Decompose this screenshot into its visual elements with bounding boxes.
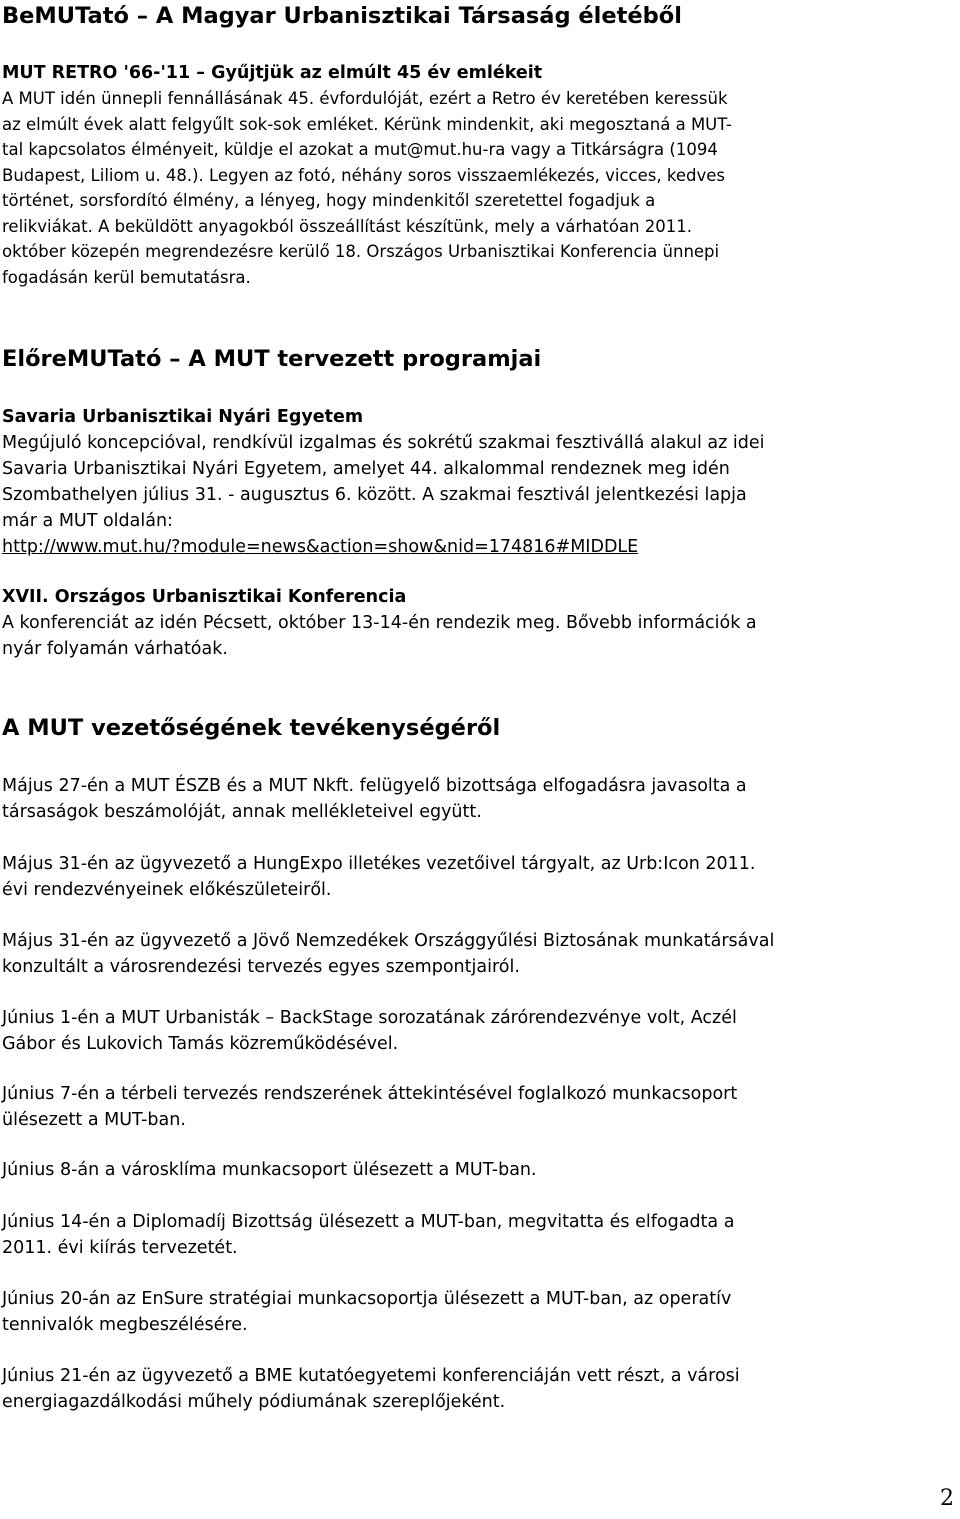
paragraph-line: relikviákat. A beküldött anyagokból összeállítást készítünk, mely a várhatóan 2011. — [2, 216, 693, 236]
item-line: ülésezett a MUT-ban. — [2, 1110, 186, 1130]
paragraph-line: Savaria Urbanisztikai Nyári Egyetem, amelyet 44. alkalommal rendeznek meg idén — [2, 459, 730, 479]
item-line: tennivalók megbeszélésére. — [2, 1315, 248, 1335]
item-line: Május 27-én a MUT ÉSZB és a MUT Nkft. felügyelő bizottsága elfogadásra javasolta a — [2, 776, 747, 796]
paragraph-line: A MUT idén ünnepli fennállásának 45. évfordulóját, ezért a Retro év keretében keressük — [2, 89, 728, 108]
paragraph-line: A konferenciát az idén Pécsett, október 13-14-én rendezik meg. Bővebb információk a — [2, 613, 757, 633]
savaria-link[interactable]: http://www.mut.hu/?module=news&action=show&nid=174816#MIDDLE — [2, 537, 639, 557]
item-line: évi rendezvényeinek előkészületeiről. — [2, 880, 332, 900]
item-line: energiagazdálkodási műhely pódiumának szereplőjeként. — [2, 1392, 506, 1412]
item-line: Május 31-én az ügyvezető a Jövő Nemzedékek Országgyűlési Biztosának munkatársával — [2, 931, 775, 951]
item-line: Június 8-án a városklíma munkacsoport ülésezett a MUT-ban. — [2, 1160, 537, 1180]
activity-item — [2, 1005, 952, 1057]
activity-item — [2, 1157, 952, 1183]
activity-item — [2, 1286, 952, 1338]
activity-item — [2, 851, 952, 903]
activity-item — [2, 1363, 952, 1415]
activity-item — [2, 1209, 952, 1261]
item-line: Június 20-án az EnSure stratégiai munkacsoportja ülésezett a MUT-ban, az operatív — [2, 1289, 732, 1309]
paragraph-line: tal kapcsolatos élményeit, küldje el azokat a mut@mut.hu-ra vagy a Titkárságra (1094 — [2, 140, 718, 159]
activity-item — [2, 1081, 952, 1133]
item-line: Június 7-én a térbeli tervezés rendszerének áttekintésével foglalkozó munkacsoport — [2, 1084, 738, 1104]
item-line: Június 21-én az ügyvezető a BME kutatóegyetemi konferenciáján vett részt, a városi — [2, 1366, 740, 1386]
paragraph-line: történet, sorsfordító élmény, a lényeg, hogy mindenkitől szeretettel fogadjuk a — [2, 191, 656, 210]
item-line: Június 14-én a Diplomadíj Bizottság ülésezett a MUT-ban, megvitatta és elfogadta a — [2, 1212, 735, 1232]
savaria-paragraph — [2, 430, 952, 560]
activity-item — [2, 928, 952, 980]
item-line: társaságok beszámolóját, annak mellékleteivel együtt. — [2, 802, 482, 822]
paragraph-line: Megújuló koncepcióval, rendkívül izgalmas és sokrétű szakmai fesztivállá alakul az idei — [2, 433, 765, 453]
item-line: Május 31-én az ügyvezető a HungExpo illetékes vezetőivel tárgyalt, az Urb:Icon 2011. — [2, 854, 756, 874]
paragraph-line: Szombathelyen július 31. - augusztus 6. között. A szakmai fesztivál jelentkezési lapja — [2, 485, 747, 505]
item-line: 2011. évi kiírás tervezetét. — [2, 1238, 238, 1258]
item-line: konzultált a városrendezési tervezés egyes szempontjairól. — [2, 957, 520, 977]
conference-heading: XVII. Országos Urbanisztikai Konferencia — [2, 587, 407, 607]
retro-heading: MUT RETRO '66-'11 – Gyűjtjük az elmúlt 45 év emlékeit — [2, 63, 543, 83]
paragraph-line: nyár folyamán várhatóak. — [2, 639, 228, 659]
paragraph-line — [2, 534, 952, 560]
paragraph-line: október közepén megrendezésre kerülő 18. Országos Urbanisztikai Konferencia ünnepi — [2, 242, 720, 261]
retro-paragraph — [2, 86, 952, 290]
item-line: Gábor és Lukovich Tamás közreműködésével. — [2, 1034, 399, 1054]
section1-title: BeMUTató – A Magyar Urbanisztikai Társaság életéből — [2, 3, 682, 29]
conference-paragraph — [2, 610, 952, 662]
paragraph-line: az elmúlt évek alatt felgyűlt sok-sok emléket. Kérünk mindenkit, aki megosztaná a MUT- — [2, 114, 732, 134]
page-number: 2 — [940, 1486, 954, 1511]
paragraph-line: már a MUT oldalán: — [2, 511, 173, 531]
paragraph-line: Budapest, Liliom u. 48.). Legyen az fotó, néhány soros visszaemlékezés, vicces, kedves — [2, 165, 725, 185]
savaria-heading: Savaria Urbanisztikai Nyári Egyetem — [2, 407, 364, 427]
paragraph-line: fogadásán kerül bemutatásra. — [2, 267, 251, 287]
activity-item — [2, 773, 952, 825]
section3-title: A MUT vezetőségének tevékenységéről — [2, 715, 501, 741]
item-line: Június 1-én a MUT Urbanisták – BackStage sorozatának zárórendezvénye volt, Aczél — [2, 1008, 737, 1028]
section2-title: ElőreMUTató – A MUT tervezett programjai — [2, 346, 542, 372]
